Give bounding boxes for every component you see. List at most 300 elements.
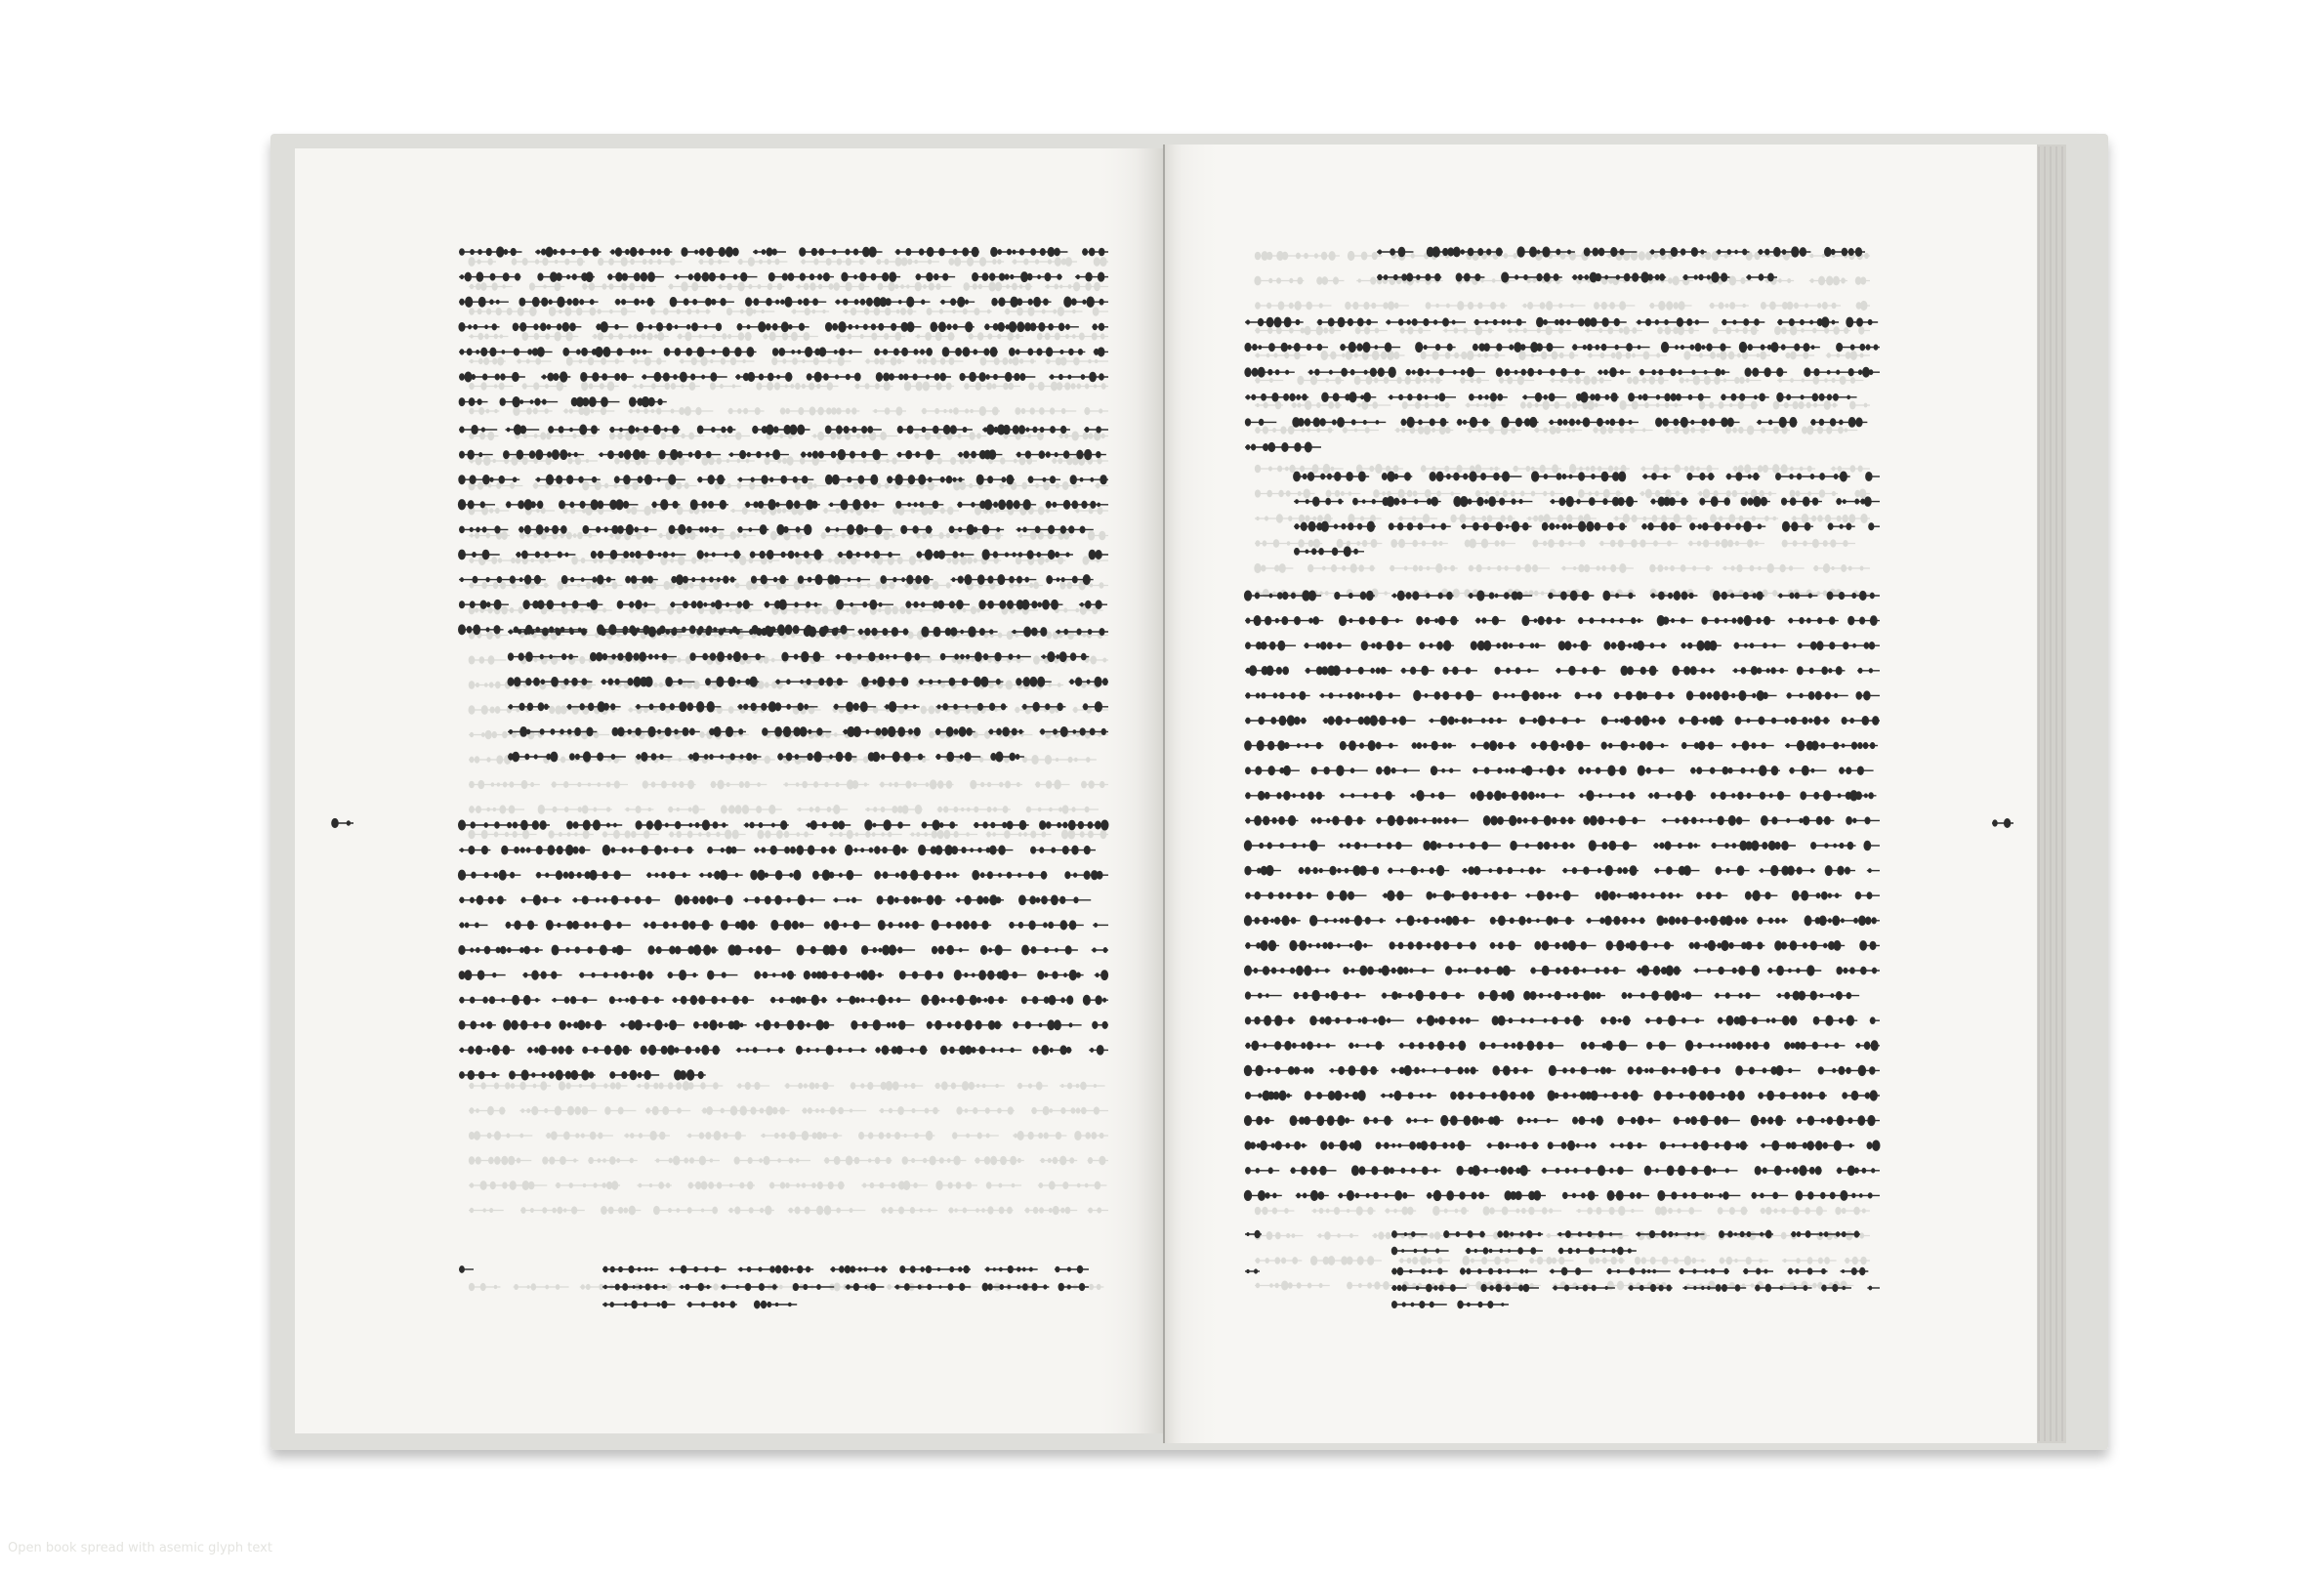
glyph-dot xyxy=(582,349,587,356)
glyph-dot xyxy=(643,576,647,583)
glyph-dot xyxy=(497,483,501,489)
glyph-dot xyxy=(1588,401,1594,410)
glyph-dot xyxy=(1533,279,1536,283)
glyph-dot xyxy=(522,457,527,464)
glyph-dot xyxy=(545,527,549,532)
glyph-dot xyxy=(1064,297,1071,307)
glyph-dot xyxy=(1052,601,1058,609)
glyph-dot xyxy=(998,260,1001,264)
glyph-dot xyxy=(675,325,677,328)
glyph-dot xyxy=(1301,328,1304,333)
glyph-dot xyxy=(1379,1232,1384,1239)
glyph-dot xyxy=(1689,1208,1694,1215)
glyph-dot xyxy=(1354,353,1357,357)
glyph-dot xyxy=(831,433,836,439)
glyph-dot xyxy=(1024,259,1028,265)
glyph-dot xyxy=(1068,1083,1072,1089)
glyph-dot xyxy=(494,832,497,837)
glyph-dot xyxy=(495,1157,500,1165)
glyph-dot xyxy=(897,427,902,434)
glyph-dot xyxy=(1738,466,1743,473)
glyph-dot xyxy=(1040,408,1045,415)
glyph-dot xyxy=(571,578,574,582)
glyph-dot xyxy=(895,333,901,341)
glyph-dot xyxy=(579,1085,581,1088)
glyph-dot xyxy=(857,654,860,659)
glyph-dot xyxy=(506,1083,510,1089)
glyph-dot xyxy=(711,359,713,362)
glyph-dot xyxy=(1089,434,1093,438)
glyph-dot xyxy=(723,334,726,339)
glyph-dot xyxy=(460,923,463,928)
glyph-dot xyxy=(1522,1208,1526,1213)
glyph-dot xyxy=(760,1159,762,1163)
glyph-dot xyxy=(908,309,913,314)
glyph-dot xyxy=(1013,283,1017,290)
glyph-dot xyxy=(580,656,585,663)
glyph-dot xyxy=(501,374,505,380)
glyph-dot xyxy=(580,973,583,977)
glyph-dot xyxy=(743,653,747,659)
glyph-dot xyxy=(923,408,927,413)
glyph-dot xyxy=(689,823,691,826)
glyph-dot xyxy=(1386,1232,1390,1238)
glyph-dot xyxy=(478,333,482,339)
glyph-dot xyxy=(771,921,778,930)
glyph-dot xyxy=(1681,565,1685,572)
glyph-dot xyxy=(533,895,540,905)
glyph-dot xyxy=(1059,323,1064,330)
glyph-dot xyxy=(959,527,962,531)
glyph-dot xyxy=(564,1132,569,1140)
glyph-dot xyxy=(603,608,606,612)
glyph-dot xyxy=(598,501,602,508)
glyph-dot xyxy=(1741,1207,1746,1215)
glyph-dot xyxy=(1823,564,1829,573)
glyph-dot xyxy=(1065,1207,1069,1213)
glyph-dot xyxy=(1362,352,1368,359)
glyph-dot xyxy=(1445,352,1449,358)
glyph-dot xyxy=(1089,359,1091,362)
glyph-dot xyxy=(792,633,795,637)
glyph-dot xyxy=(510,576,515,583)
glyph-dot xyxy=(737,534,739,538)
glyph-dot xyxy=(883,273,889,281)
glyph-dot xyxy=(1787,302,1792,310)
glyph-dot xyxy=(1000,782,1003,787)
glyph-dot xyxy=(735,806,741,813)
glyph-dot xyxy=(471,948,474,952)
glyph-dot xyxy=(704,602,706,605)
glyph-dot xyxy=(1402,428,1405,432)
glyph-dot xyxy=(1038,275,1040,278)
glyph-dot xyxy=(928,657,932,663)
glyph-dot xyxy=(1019,457,1024,465)
glyph-dot xyxy=(1016,557,1020,563)
glyph-dot xyxy=(1484,403,1486,406)
glyph-dot xyxy=(873,707,877,713)
glyph-dot xyxy=(1366,377,1372,385)
glyph-dot xyxy=(1020,359,1023,363)
glyph-dot xyxy=(1043,601,1049,609)
glyph-dot xyxy=(786,1084,789,1089)
glyph-dot xyxy=(800,923,804,928)
glyph-dot xyxy=(681,359,684,363)
glyph-dot xyxy=(617,922,621,928)
glyph-dot xyxy=(838,357,844,366)
glyph-dot xyxy=(529,451,534,458)
glyph-dot xyxy=(1701,428,1705,434)
glyph-dot xyxy=(805,1207,809,1214)
glyph-dot xyxy=(719,629,723,635)
glyph-dot xyxy=(1288,1283,1292,1288)
glyph-dot xyxy=(1094,258,1100,266)
glyph-dot xyxy=(643,375,646,379)
glyph-dot xyxy=(950,601,955,608)
glyph-dot xyxy=(495,707,500,713)
glyph-dot xyxy=(582,806,587,813)
glyph-dot xyxy=(923,822,927,828)
glyph-dot xyxy=(671,409,674,413)
glyph-dot xyxy=(766,683,769,687)
glyph-dot xyxy=(915,260,917,263)
glyph-dot xyxy=(792,332,798,340)
glyph-dot xyxy=(490,509,493,513)
glyph-dot xyxy=(1482,1258,1487,1264)
glyph-dot xyxy=(1539,516,1544,522)
glyph-dot xyxy=(865,384,869,389)
glyph-dot xyxy=(1047,348,1053,356)
glyph-dot xyxy=(760,525,766,534)
glyph-dot xyxy=(1349,492,1350,495)
glyph-dot xyxy=(695,823,698,828)
glyph-dot xyxy=(782,652,788,660)
glyph-dot xyxy=(1038,602,1041,606)
glyph-dot xyxy=(640,384,643,388)
glyph-dot xyxy=(789,1208,792,1213)
glyph-dot xyxy=(748,1181,753,1188)
glyph-dot xyxy=(1011,1156,1017,1164)
glyph-dot xyxy=(629,1206,635,1215)
glyph-dot xyxy=(881,1109,884,1113)
glyph-dot xyxy=(560,729,563,734)
glyph-dot xyxy=(609,334,613,340)
glyph-dot xyxy=(619,1208,623,1214)
glyph-dot xyxy=(981,677,988,686)
glyph-dot xyxy=(644,831,649,838)
glyph-dot xyxy=(1702,1260,1704,1263)
glyph-dot xyxy=(495,1132,501,1140)
glyph-dot xyxy=(1043,1106,1049,1114)
glyph-dot xyxy=(546,385,549,389)
glyph-dot xyxy=(789,325,792,329)
glyph-dot xyxy=(472,872,476,878)
glyph-dot xyxy=(632,559,635,562)
glyph-dot xyxy=(837,408,841,414)
glyph-dot xyxy=(838,450,845,460)
glyph-dot xyxy=(1862,1209,1865,1213)
glyph-dot xyxy=(1097,483,1100,488)
glyph-dot xyxy=(1091,501,1096,508)
glyph-dot xyxy=(975,823,977,828)
glyph-dot xyxy=(1068,375,1071,379)
glyph-dot xyxy=(901,285,903,289)
glyph-dot xyxy=(470,476,476,483)
glyph-dot xyxy=(654,1206,660,1214)
glyph-dot xyxy=(765,756,769,764)
glyph-dot xyxy=(596,348,602,357)
glyph-dot xyxy=(1523,304,1526,308)
glyph-dot xyxy=(721,1108,724,1113)
glyph-dot xyxy=(836,375,839,379)
glyph-dot xyxy=(1308,564,1313,571)
glyph-dot xyxy=(1656,490,1660,496)
glyph-dot xyxy=(510,782,514,787)
glyph-dot xyxy=(872,333,877,340)
glyph-dot xyxy=(1523,328,1526,332)
glyph-dot xyxy=(488,656,494,664)
glyph-dot xyxy=(1074,357,1079,365)
glyph-dot xyxy=(999,846,1005,854)
glyph-dot xyxy=(1301,466,1305,471)
glyph-dot xyxy=(512,259,516,265)
glyph-dot xyxy=(851,451,855,458)
glyph-dot xyxy=(513,832,517,838)
glyph-dot xyxy=(817,384,820,388)
glyph-dot xyxy=(1073,707,1077,712)
glyph-dot xyxy=(520,426,525,434)
glyph-dot xyxy=(719,260,722,264)
glyph-dot xyxy=(857,583,861,588)
glyph-dot xyxy=(721,870,727,880)
glyph-dot xyxy=(1825,379,1827,382)
glyph-dot xyxy=(960,482,965,490)
glyph-dot xyxy=(839,821,845,829)
glyph-dot xyxy=(617,601,622,608)
glyph-dot xyxy=(860,335,863,339)
glyph-dot xyxy=(565,308,571,315)
glyph-dot xyxy=(1711,352,1716,359)
glyph-dot xyxy=(949,678,954,685)
glyph-dot xyxy=(892,1082,898,1090)
glyph-dot xyxy=(835,558,840,564)
glyph-dot xyxy=(1255,252,1260,259)
glyph-dot xyxy=(858,476,863,483)
glyph-dot xyxy=(959,727,965,736)
glyph-dot xyxy=(1388,352,1393,360)
glyph-dot xyxy=(1336,377,1341,384)
glyph-dot xyxy=(963,1082,969,1091)
glyph-dot xyxy=(1550,1209,1553,1213)
glyph-dot xyxy=(1596,491,1598,496)
glyph-dot xyxy=(1430,1233,1433,1238)
glyph-dot xyxy=(1790,490,1795,497)
glyph-dot xyxy=(726,459,728,462)
glyph-dot xyxy=(549,308,555,316)
glyph-dot xyxy=(1031,847,1036,853)
glyph-dot xyxy=(567,922,572,930)
glyph-dot xyxy=(1348,1210,1349,1213)
glyph-dot xyxy=(1064,974,1066,976)
glyph-dot xyxy=(1030,323,1035,330)
glyph-dot xyxy=(926,971,932,979)
glyph-dot xyxy=(1714,328,1718,334)
glyph-dot xyxy=(678,452,682,458)
glyph-dot xyxy=(660,703,665,710)
glyph-dot xyxy=(688,1134,690,1137)
glyph-dot xyxy=(1295,352,1300,358)
glyph-dot xyxy=(1476,404,1478,407)
glyph-dot xyxy=(995,652,1001,660)
glyph-dot xyxy=(766,1206,771,1215)
glyph-dot xyxy=(949,409,951,412)
glyph-dot xyxy=(1278,302,1284,310)
glyph-dot xyxy=(1552,379,1554,383)
glyph-dot xyxy=(776,680,779,684)
glyph-dot xyxy=(1559,304,1562,308)
glyph-dot xyxy=(563,508,567,513)
glyph-dot xyxy=(707,832,710,837)
glyph-dot xyxy=(965,974,968,977)
glyph-dot xyxy=(560,501,565,509)
glyph-dot xyxy=(551,1132,557,1140)
glyph-dot xyxy=(465,372,472,382)
glyph-dot xyxy=(1762,428,1765,433)
glyph-dot xyxy=(1837,516,1841,520)
glyph-dot xyxy=(1404,566,1407,570)
glyph-dot xyxy=(989,729,992,734)
glyph-dot xyxy=(710,273,716,281)
glyph-dot xyxy=(1016,408,1020,415)
glyph-dot xyxy=(848,578,850,581)
glyph-dot xyxy=(721,755,724,759)
glyph-dot xyxy=(702,502,707,508)
glyph-dot xyxy=(594,558,598,562)
glyph-dot xyxy=(864,309,868,314)
glyph-dot xyxy=(674,375,677,379)
glyph-dot xyxy=(784,831,788,837)
glyph-dot xyxy=(490,1209,493,1213)
glyph-dot xyxy=(582,578,584,581)
glyph-dot xyxy=(685,407,690,415)
glyph-dot xyxy=(946,383,951,390)
glyph-dot xyxy=(736,375,739,379)
glyph-dot xyxy=(1070,680,1073,684)
glyph-dot xyxy=(845,310,848,313)
glyph-dot xyxy=(1388,491,1390,496)
glyph-dot xyxy=(1791,326,1797,335)
glyph-dot xyxy=(599,1133,602,1139)
glyph-dot xyxy=(892,752,899,762)
glyph-dot xyxy=(1072,432,1078,440)
glyph-dot xyxy=(751,552,755,558)
glyph-dot xyxy=(677,1083,682,1090)
glyph-dot xyxy=(669,475,676,484)
glyph-dot xyxy=(767,324,770,330)
glyph-dot xyxy=(1840,376,1846,384)
glyph-dot xyxy=(1495,467,1497,470)
glyph-dot xyxy=(1055,333,1059,340)
glyph-dot xyxy=(1690,466,1694,472)
glyph-dot xyxy=(582,679,586,684)
glyph-dot xyxy=(573,922,578,930)
glyph-dot xyxy=(696,1181,701,1188)
glyph-dot xyxy=(1567,515,1572,522)
glyph-dot xyxy=(804,972,809,979)
glyph-dot xyxy=(562,654,566,660)
glyph-dot xyxy=(1086,272,1092,280)
glyph-dot xyxy=(751,871,757,880)
glyph-dot xyxy=(669,1158,672,1162)
glyph-dot xyxy=(711,373,717,381)
glyph-dot xyxy=(767,452,769,456)
glyph-dot xyxy=(470,583,473,588)
glyph-dot xyxy=(976,532,981,539)
glyph-dot xyxy=(459,323,465,331)
glyph-dot xyxy=(833,476,839,484)
glyph-dot xyxy=(560,706,566,714)
glyph-dot xyxy=(590,871,597,880)
glyph-dot xyxy=(1088,630,1091,635)
glyph-dot xyxy=(469,1157,474,1164)
glyph-dot xyxy=(834,806,840,814)
glyph-dot xyxy=(851,509,853,513)
glyph-dot xyxy=(1842,565,1847,572)
glyph-dot xyxy=(865,533,868,537)
glyph-dot xyxy=(578,782,581,786)
glyph-dot xyxy=(895,475,902,484)
glyph-dot xyxy=(971,849,973,851)
glyph-dot xyxy=(873,680,876,684)
glyph-dot xyxy=(776,503,779,507)
glyph-dot xyxy=(737,483,741,488)
glyph-dot xyxy=(1368,1257,1374,1265)
glyph-dot xyxy=(863,248,869,257)
glyph-dot xyxy=(1832,467,1835,471)
glyph-dot xyxy=(538,703,543,711)
glyph-dot xyxy=(536,260,539,264)
glyph-dot xyxy=(593,248,599,256)
glyph-dot xyxy=(1090,728,1094,734)
glyph-dot xyxy=(864,783,866,786)
glyph-dot xyxy=(1408,327,1413,334)
glyph-dot xyxy=(477,948,479,953)
glyph-dot xyxy=(1680,378,1683,383)
glyph-dot xyxy=(865,629,870,636)
glyph-dot xyxy=(478,482,483,489)
glyph-dot xyxy=(1410,427,1414,433)
glyph-dot xyxy=(1822,254,1824,257)
glyph-dot xyxy=(1819,276,1825,284)
glyph-dot xyxy=(712,553,715,557)
glyph-dot xyxy=(1579,516,1583,521)
glyph-dot xyxy=(865,820,872,830)
glyph-dot xyxy=(1439,426,1445,434)
glyph-dot xyxy=(649,654,652,659)
glyph-dot xyxy=(981,782,984,786)
glyph-dot xyxy=(617,349,622,355)
glyph-dot xyxy=(1563,566,1565,570)
glyph-dot xyxy=(1394,1209,1396,1213)
glyph-dot xyxy=(1620,564,1626,573)
glyph-dot xyxy=(814,484,817,488)
glyph-dot xyxy=(1715,377,1720,385)
glyph-dot xyxy=(565,259,569,265)
glyph-dot xyxy=(486,628,489,632)
glyph-dot xyxy=(751,477,754,481)
glyph-dot xyxy=(560,483,562,487)
glyph-dot xyxy=(1650,1258,1655,1264)
